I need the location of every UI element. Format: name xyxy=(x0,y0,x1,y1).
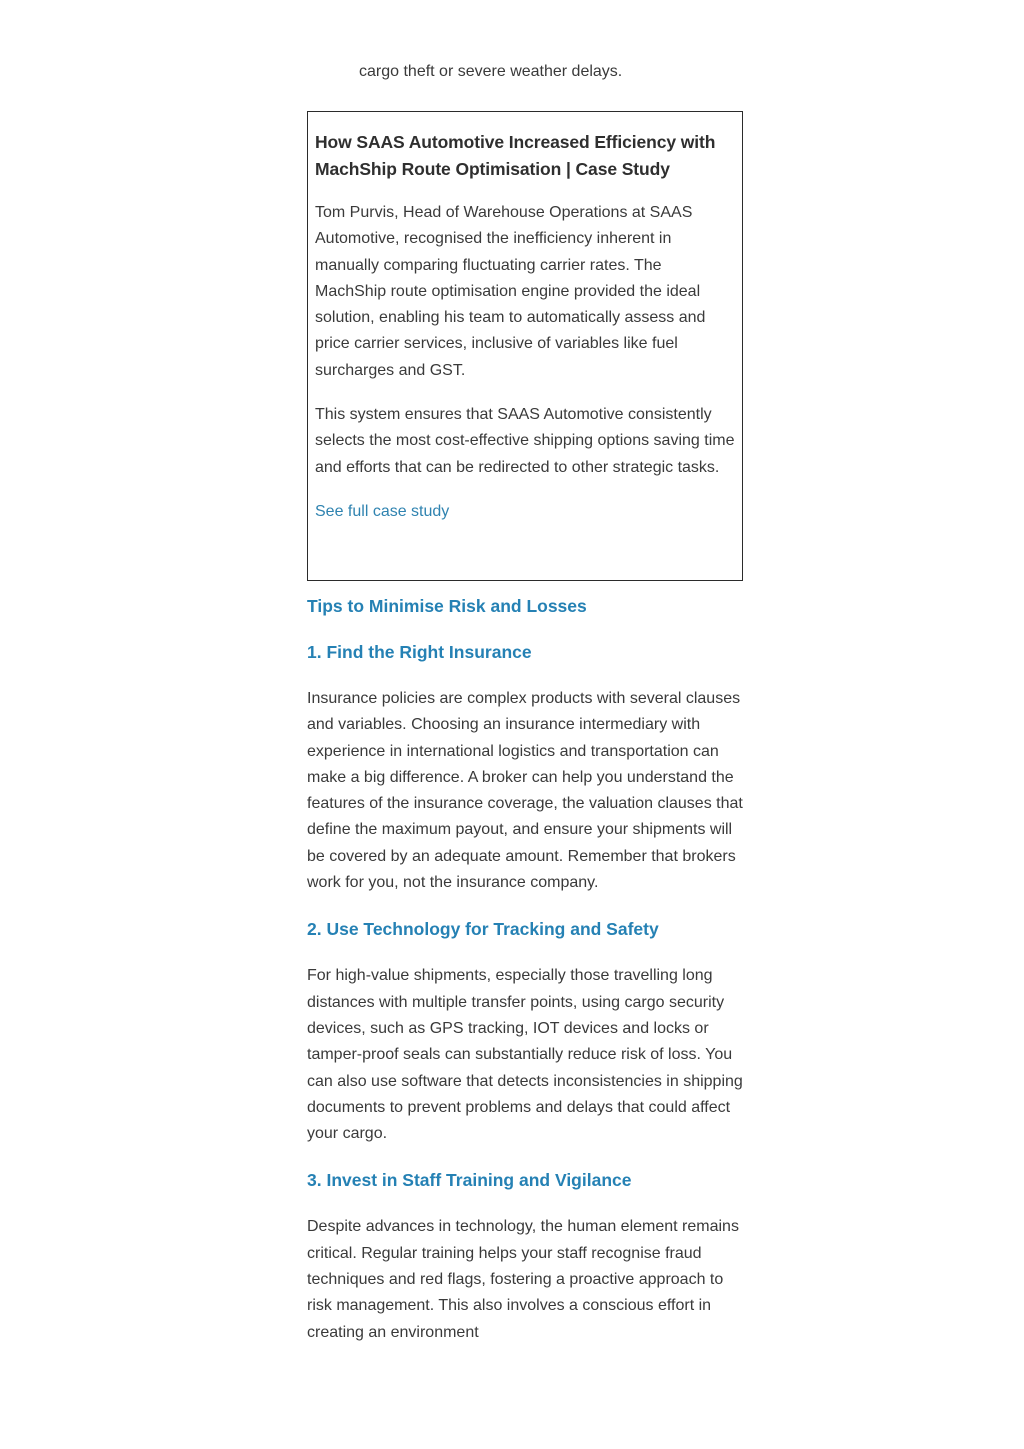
tip-heading-insurance: 1. Find the Right Insurance xyxy=(307,642,532,662)
tip-body-training: Despite advances in technology, the human element remains critical. Regular training helps your staff recognise fraud techniques and red flags, fostering a proactive approach to risk management. This also involves a conscious effort in creating an environment xyxy=(307,1218,739,1341)
see-full-case-study-link[interactable]: See full case study xyxy=(315,502,450,520)
case-study-paragraph: This system ensures that SAAS Automotive consistently selects the most cost-effective shipping options saving time and efforts that can be redirected to other strategic tasks. xyxy=(315,406,735,476)
case-study-box xyxy=(307,111,743,581)
case-study-title: How SAAS Automotive Increased Efficiency with MachShip Route Optimisation | Case Study xyxy=(315,132,716,179)
tip-body-insurance: Insurance policies are complex products with several clauses and variables. Choosing an insurance intermediary with experience in international logistics and transportation can make a big difference. A broker can help you understand the features of the insurance coverage, the valuation clauses that define the maximum payout, and ensure your shipments will be covered by an adequate amount. Remember that brokers work for you, not the insurance company. xyxy=(307,690,743,892)
tips-heading: Tips to Minimise Risk and Losses xyxy=(307,596,587,616)
intro-fragment: cargo theft or severe weather delays. xyxy=(359,63,623,80)
tip-body-technology: For high-value shipments, especially those travelling long distances with multiple transfer points, using cargo security devices, such as GPS tracking, IOT devices and locks or tamper-proof seals can substantially reduce risk of loss. You can also use software that detects inconsistencies in shipping documents to prevent problems and delays that could affect your cargo. xyxy=(307,967,743,1143)
tips-section xyxy=(307,593,747,1366)
case-study-paragraph: Tom Purvis, Head of Warehouse Operations at SAAS Automotive, recognised the inefficiency inherent in manually comparing fluctuating carrier rates. The MachShip route optimisation engine provided the ideal solution, enabling his team to automatically assess and price carrier services, inclusive of variables like fuel surcharges and GST. xyxy=(315,204,706,379)
tip-heading-technology: 2. Use Technology for Tracking and Safety xyxy=(307,919,659,940)
tip-heading-training: 3. Invest in Staff Training and Vigilance xyxy=(307,1170,632,1191)
